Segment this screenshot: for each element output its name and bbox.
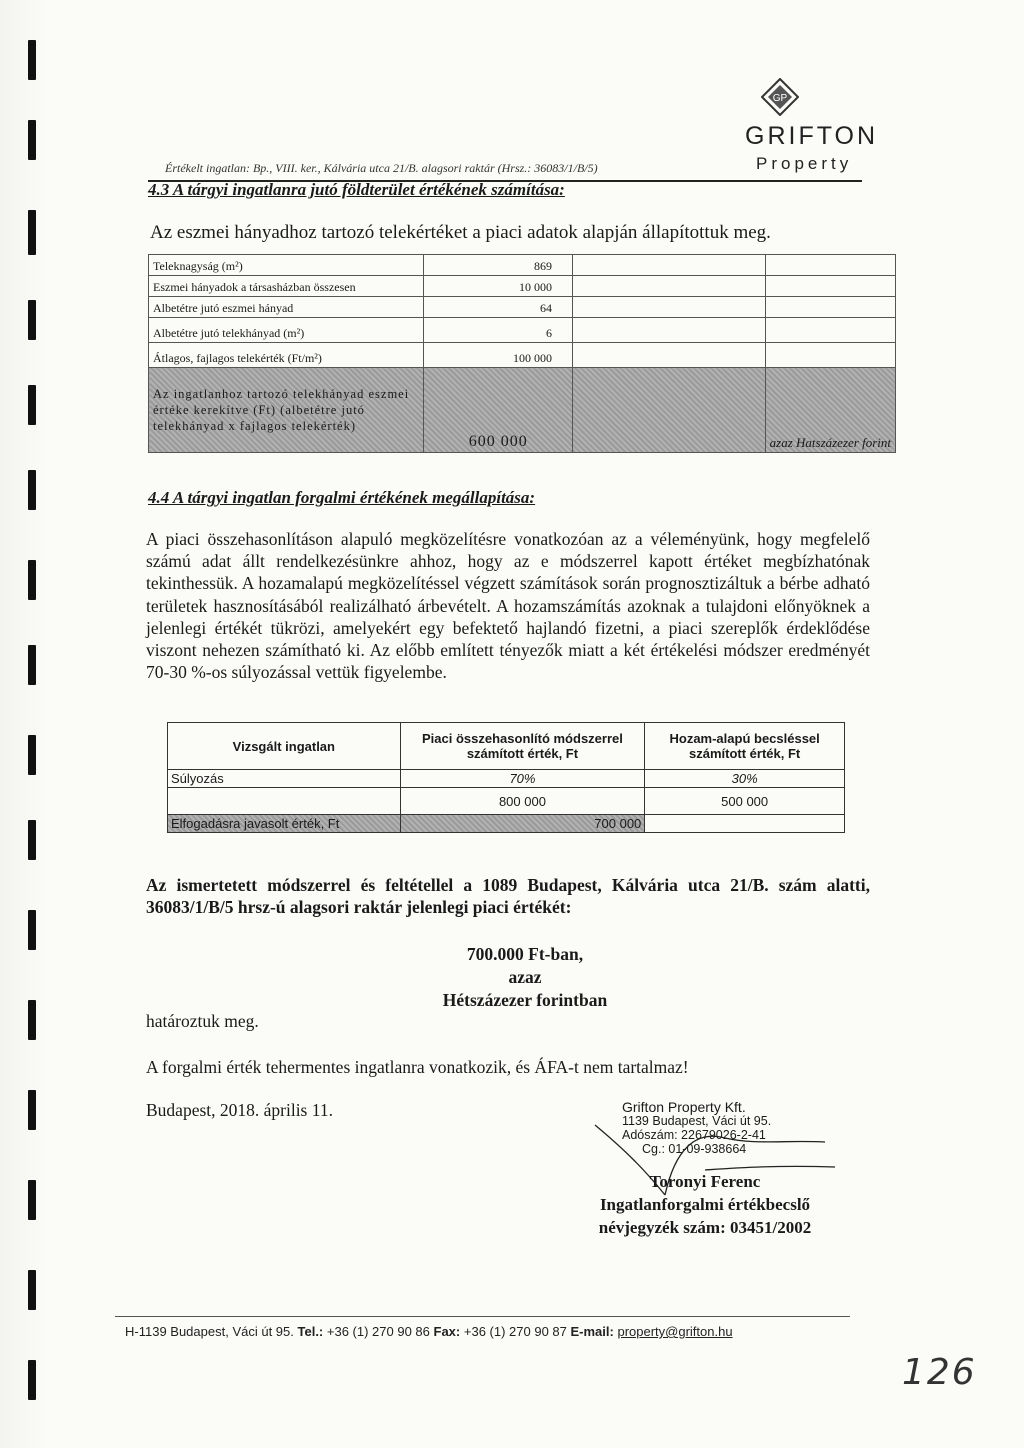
property-reference: Értékelt ingatlan: Bp., VIII. ker., Kálvária utca 21/B. alagsori raktár (Hrsz.: 36083/1/B/5) (165, 161, 598, 175)
final-value: 700 000 (400, 815, 645, 833)
total-value: 600 000 (424, 368, 573, 453)
weight-income: 30% (645, 770, 845, 788)
total-label: Az ingatlanhoz tartozó telekhányad eszmei értéke kerekítve (Ft) (albetétre jutó telekhányad x fajlagos telekérték) (149, 368, 424, 453)
footer-tel-label: Tel.: (297, 1324, 324, 1339)
weighting-table (167, 722, 845, 833)
logo-mark-letters: GP (772, 93, 788, 104)
table-row (149, 318, 896, 343)
final-label: Elfogadásra javasolt érték, Ft (168, 815, 401, 833)
row-value: 6 (424, 318, 573, 343)
stamp-line: Cg.: 01-09-938664 (642, 1142, 747, 1156)
row-value: 100 000 (424, 343, 573, 368)
table-row (149, 276, 896, 297)
final-row (168, 815, 845, 833)
logo-name: GRIFTON (745, 122, 879, 150)
valuation-paragraph: A piaci összehasonlításon alapuló megközelítésre vonatkozóan az a véleményünk, hogy megfelelő számú adat állt rendelkezésünkre ahhoz, hogy az e módszerrel kapott értéket megbízhatónak tekinthessük. A hozamalapú megközelítéssel végzett számítások során prognosztizáltuk a bérbe adható területek hasznosításából realizálható árbevételt. A hozamszámítás azoknak a tulajdoni előnyöknek a jelenlegi értékét tükrözi, amelyekért egy befektető hajlandó fizetni, a piaci szereplők érdeklődése viszont nehezen számítható ki. Az előbb említett tényezők miatt a két értékelési módszer eredményét 70-30 %-os súlyozással vettük figyelembe. (146, 529, 870, 683)
row-value: 10 000 (424, 276, 573, 297)
total-words: azaz Hatszázezer forint (765, 368, 895, 453)
signer-name: Toronyi Ferenc (649, 1172, 761, 1191)
section-4-3-intro: Az eszmei hányadhoz tartozó telekértéket a piaci adatok alapján állapítottuk meg. (150, 222, 771, 243)
conclusion-words: Hétszázezer forintban (442, 990, 608, 1010)
weight-label: Súlyozás (168, 770, 401, 788)
stamp-line: 1139 Budapest, Váci út 95. (622, 1114, 772, 1128)
value-market: 800 000 (400, 788, 645, 815)
conclusion-note: A forgalmi érték tehermentes ingatlanra vonatkozik, és ÁFA-t nem tartalmaz! (146, 1057, 689, 1077)
value-income: 500 000 (645, 788, 845, 815)
section-4-3-title: 4.3 A tárgyi ingatlanra jutó földterület értékének számítása: (148, 180, 565, 199)
table-row (149, 255, 896, 276)
footer-fax-label: Fax: (433, 1324, 461, 1339)
header-income: Hozam-alapú becsléssel számított érték, Ft (645, 723, 845, 770)
logo-subtitle: Property (756, 154, 853, 173)
place-date: Budapest, 2018. április 11. (146, 1100, 333, 1120)
table-row (168, 788, 845, 815)
header-market: Piaci összehasonlító módszerrel számított érték, Ft (400, 723, 645, 770)
signer-registry: névjegyzék szám: 03451/2002 (598, 1218, 812, 1237)
footer-email[interactable]: property@grifton.hu (617, 1324, 733, 1339)
conclusion-closing: határoztuk meg. (146, 1011, 259, 1031)
weight-market: 70% (400, 770, 645, 788)
row-label: Albetétre jutó telekhányad (m²) (149, 318, 424, 343)
row-value: 869 (424, 255, 573, 276)
grifton-logo-mark (761, 78, 799, 116)
table-row (149, 343, 896, 368)
table-header-row (168, 723, 845, 770)
footer (125, 1324, 733, 1339)
table-row (149, 297, 896, 318)
conclusion-text: Az ismertetett módszerrel és feltétellel a 1089 Budapest, Kálvária utca 21/B. szám alatti, 36083/1/B/5 hrsz-ú alagsori raktár jelenlegi piaci értékét: (146, 875, 870, 917)
row-value: 64 (424, 297, 573, 318)
conclusion-amount: 700.000 Ft-ban, (466, 944, 584, 964)
section-4-4-title: 4.4 A tárgyi ingatlan forgalmi értékének megállapítása: (148, 488, 536, 507)
footer-address: H-1139 Budapest, Váci út 95. (125, 1324, 294, 1339)
land-value-table (148, 254, 896, 453)
stamp-line: Adószám: 22679026-2-41 (622, 1128, 766, 1142)
row-label: Albetétre jutó eszmei hányad (149, 297, 424, 318)
signer-role: Ingatlanforgalmi értékbecslő (599, 1195, 811, 1214)
binding-edge (0, 0, 48, 1448)
conclusion-azaz: azaz (508, 967, 542, 987)
footer-fax: +36 (1) 270 90 87 (463, 1324, 567, 1339)
table-row (168, 770, 845, 788)
header-property: Vizsgált ingatlan (168, 723, 401, 770)
footer-email-label: E-mail: (570, 1324, 614, 1339)
row-label: Teleknagyság (m²) (149, 255, 424, 276)
row-label: Átlagos, fajlagos telekérték (Ft/m²) (149, 343, 424, 368)
total-row (149, 368, 896, 453)
page-number: 126 (902, 1352, 977, 1393)
row-label: Eszmei hányadok a társasházban összesen (149, 276, 424, 297)
footer-rule (115, 1316, 850, 1317)
stamp-line: Grifton Property Kft. (622, 1099, 746, 1115)
footer-tel: +36 (1) 270 90 86 (326, 1324, 430, 1339)
